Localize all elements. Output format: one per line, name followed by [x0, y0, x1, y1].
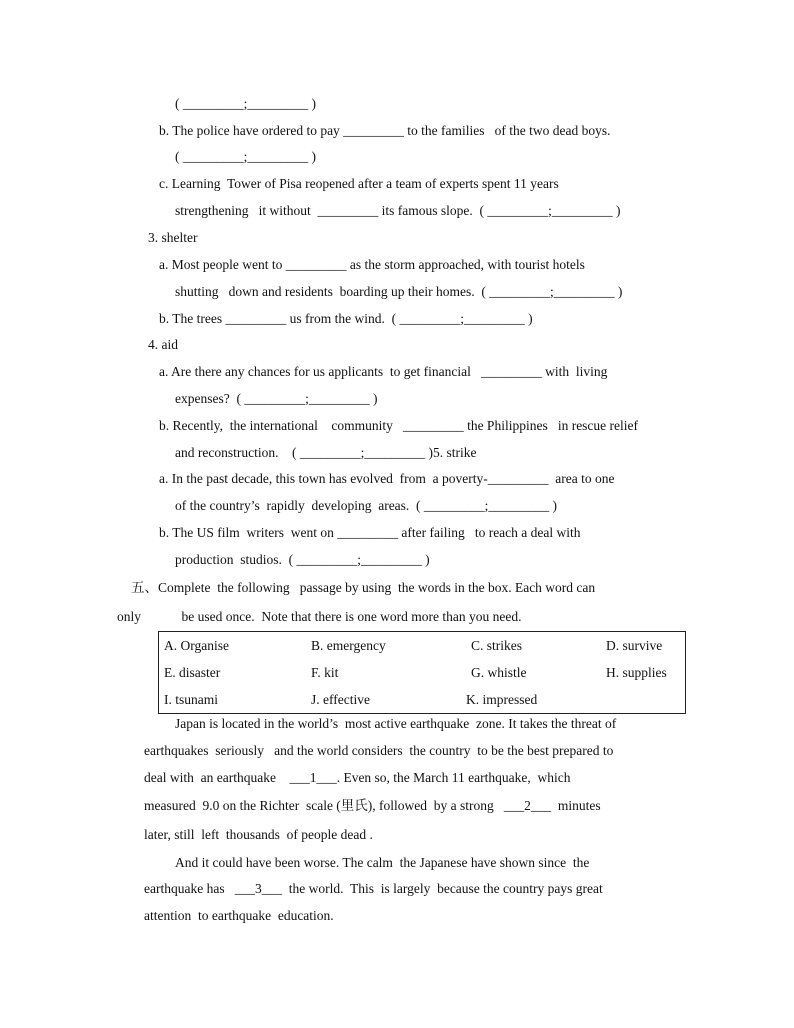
word-option: J. effective [311, 691, 370, 707]
passage-line: And it could have been worse. The calm the Japanese have shown since the [175, 855, 590, 870]
word-option: I. tsunami [164, 691, 218, 707]
word-option: A. Organise [164, 637, 229, 653]
word-option: K. impressed [466, 691, 538, 707]
question-line: a. In the past decade, this town has evolved from a poverty-_________ area to one [159, 471, 615, 486]
question-line: of the country’s rapidly developing areas. ( _________;_________ ) [175, 498, 558, 513]
word-option: G. whistle [471, 664, 527, 680]
section-heading: 五、Complete the following passage by using the words in the box. Each word can [131, 580, 596, 595]
word-box-row [159, 659, 686, 686]
question-line: a. Most people went to _________ as the storm approached, with tourist hotels [159, 257, 585, 272]
question-line: b. The trees _________ us from the wind. ( _________;_________ ) [159, 311, 533, 326]
word-option: B. emergency [311, 637, 386, 653]
answer-line: ( _________;_________ ) [175, 149, 316, 164]
passage-line: later, still left thousands of people dead . [144, 827, 373, 842]
section-heading-cont: only be used once. Note that there is one word more than you need. [117, 609, 522, 624]
word-heading: 3. shelter [148, 230, 198, 245]
passage-line: measured 9.0 on the Richter scale (里氏), followed by a strong ___2___ minutes [144, 798, 601, 813]
question-line: a. Are there any chances for us applicants to get financial _________ with living [159, 364, 608, 379]
question-line: and reconstruction. ( _________;_________ )5. strike [175, 445, 477, 460]
question-line: strengthening it without _________ its famous slope. ( _________;_________ ) [175, 203, 621, 218]
question-line: b. The US film writers went on _________ after failing to reach a deal with [159, 525, 581, 540]
word-box-row [159, 686, 686, 714]
word-box [158, 631, 686, 714]
question-line: shutting down and residents boarding up their homes. ( _________;_________ ) [175, 284, 623, 299]
answer-line: ( _________;_________ ) [175, 96, 316, 111]
word-heading: 4. aid [148, 337, 178, 352]
passage-line: earthquakes seriously and the world considers the country to be the best prepared to [144, 743, 614, 758]
word-box-row [159, 632, 686, 660]
question-line: production studios. ( _________;_________ ) [175, 552, 430, 567]
passage-line: Japan is located in the world’s most active earthquake zone. It takes the threat of [175, 716, 617, 731]
passage-line: attention to earthquake education. [144, 908, 334, 923]
passage-line: deal with an earthquake ___1___. Even so, the March 11 earthquake, which [144, 770, 571, 785]
passage-line: earthquake has ___3___ the world. This is largely because the country pays great [144, 881, 603, 896]
word-option: H. supplies [606, 664, 667, 680]
word-option [601, 686, 686, 714]
word-option: C. strikes [471, 637, 523, 653]
question-line: c. Learning Tower of Pisa reopened after a team of experts spent 11 years [159, 176, 559, 191]
word-option: F. kit [311, 664, 339, 680]
word-option: D. survive [606, 637, 663, 653]
word-option: E. disaster [164, 664, 221, 680]
question-line: b. Recently, the international community _________ the Philippines in rescue relief [159, 418, 639, 433]
question-line: expenses? ( _________;_________ ) [175, 391, 378, 406]
question-line: b. The police have ordered to pay _________ to the families of the two dead boys. [159, 123, 611, 138]
